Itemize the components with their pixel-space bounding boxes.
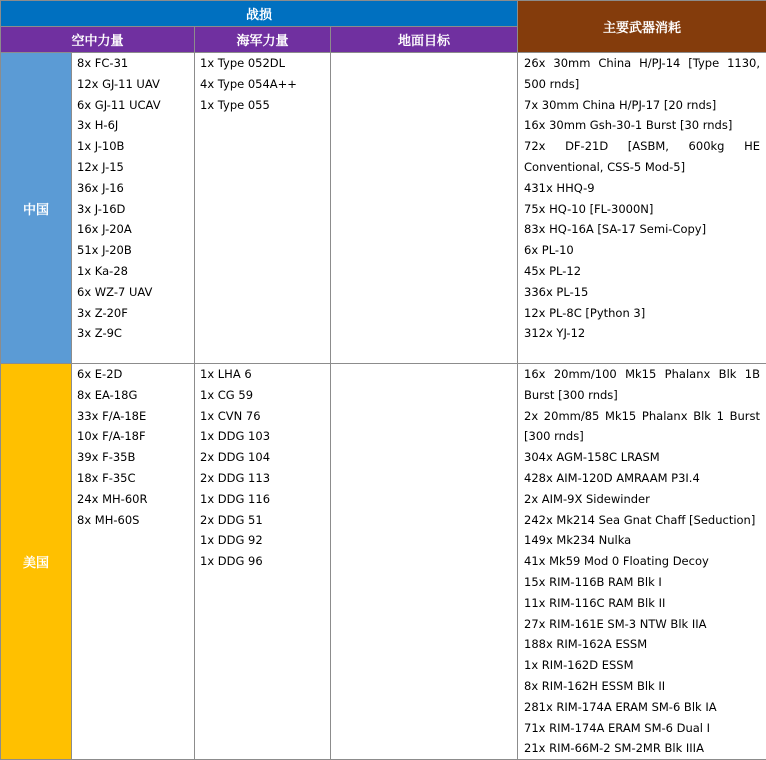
ground-losses-china [331,53,518,364]
list-item: 7x 30mm China H/PJ-17 [20 rnds] [524,97,717,112]
list-item: 45x PL-12 [524,263,582,278]
list-item: 2x AIM-9X Sidewinder [524,491,650,506]
country-cell-china: 中国 [1,53,72,364]
list-item: 304x AGM-158C LRASM [524,450,660,465]
list-item: 281x RIM-174A ERAM SM-6 Blk IA [524,699,717,714]
air-losses-china [72,53,195,364]
list-item: 72x DF-21D [ASBM, 600kg HE Conventional, CSS-5 Mod-5] [524,139,761,174]
weapons-expended-usa [518,364,766,760]
list-item: 10x F/A-18F [77,429,146,444]
list-item: 33x F/A-18E [77,408,147,423]
list-item: 4x Type 054A++ [200,76,297,91]
list-item: 18x F-35C [77,470,136,485]
list-item: 41x Mk59 Mod 0 Floating Decoy [524,554,709,569]
list-item: 11x RIM-116C RAM Blk II [524,595,666,610]
list-item: 2x 20mm/85 Mk15 Phalanx Blk 1 Burst [300 rnds] [524,408,761,444]
ground-targets-header: 地面目标 [331,27,518,53]
list-item: 3x J-16D [77,201,126,216]
list-item: 1x CG 59 [200,387,254,402]
list-item: 6x E-2D [77,367,123,381]
list-item: 12x PL-8C [Python 3] [524,305,646,320]
country-cell-usa: 美国 [1,364,72,760]
list-item: 6x PL-10 [524,243,574,258]
list-item: 1x Ka-28 [77,263,128,278]
list-item: 428x AIM-120D AMRAAM P3I.4 [524,470,700,485]
list-item: 1x DDG 103 [200,429,271,444]
weapons-header: 主要武器消耗 [518,1,766,53]
list-item: 312x YJ-12 [524,326,586,341]
list-item: 16x 30mm Gsh-30-1 Burst [30 rnds] [524,118,733,133]
list-item: 336x PL-15 [524,284,589,299]
list-item: 26x 30mm China H/PJ-14 [Type 1130, 500 rnds] [524,56,761,91]
list-item: 8x FC-31 [77,56,129,70]
list-item: 149x Mk234 Nulka [524,533,632,548]
list-item: 6x GJ-11 UCAV [77,97,161,112]
list-item: 2x DDG 113 [200,470,271,485]
list-item: 1x LHA 6 [200,367,252,381]
air-power-header: 空中力量 [1,27,195,53]
list-item: 8x MH-60S [77,512,140,527]
list-item: 21x RIM-66M-2 SM-2MR Blk IIIA [524,741,704,756]
list-item: 3x H-6J [77,118,119,133]
weapons-expended-china [518,53,766,364]
list-item: 39x F-35B [77,450,136,465]
list-item: 3x Z-9C [77,326,122,341]
losses-header: 战损 [1,1,518,27]
list-item: 83x HQ-16A [SA-17 Semi-Copy] [524,222,707,237]
list-item: 1x CVN 76 [200,408,261,423]
list-item: 242x Mk214 Sea Gnat Chaff [Seduction] [524,512,756,527]
list-item: 15x RIM-116B RAM Blk I [524,574,662,589]
list-item: 16x 20mm/100 Mk15 Phalanx Blk 1B Burst [300 rnds] [524,367,761,402]
list-item: 6x WZ-7 UAV [77,284,153,299]
list-item: 36x J-16 [77,180,124,195]
list-item: 71x RIM-174A ERAM SM-6 Dual I [524,720,711,735]
list-item: 1x RIM-162D ESSM [524,658,634,673]
list-item: 1x Type 052DL [200,56,286,70]
list-item: 8x RIM-162H ESSM Blk II [524,678,666,693]
table-row-china [1,53,766,364]
list-item: 12x J-15 [77,159,124,174]
list-item: 431x HHQ-9 [524,180,595,195]
list-item: 1x DDG 92 [200,533,263,548]
navy-header: 海军力量 [195,27,331,53]
navy-losses-usa [195,364,331,760]
list-item: 1x DDG 116 [200,491,271,506]
list-item: 1x Type 055 [200,97,270,112]
list-item: 51x J-20B [77,243,132,258]
list-item: 75x HQ-10 [FL-3000N] [524,201,654,216]
list-item: 8x EA-18G [77,387,138,402]
list-item: 12x GJ-11 UAV [77,76,160,91]
list-item: 2x DDG 51 [200,512,263,527]
list-item: 1x DDG 96 [200,554,263,569]
navy-losses-china [195,53,331,364]
list-item: 24x MH-60R [77,491,148,506]
air-losses-usa [72,364,195,760]
list-item: 16x J-20A [77,222,132,237]
table-row-usa [1,364,766,760]
list-item: 188x RIM-162A ESSM [524,637,648,652]
list-item: 1x J-10B [77,139,125,154]
ground-losses-usa [331,364,518,760]
list-item: 27x RIM-161E SM-3 NTW Blk IIA [524,616,707,631]
list-item: 3x Z-20F [77,305,128,320]
list-item: 2x DDG 104 [200,450,271,465]
